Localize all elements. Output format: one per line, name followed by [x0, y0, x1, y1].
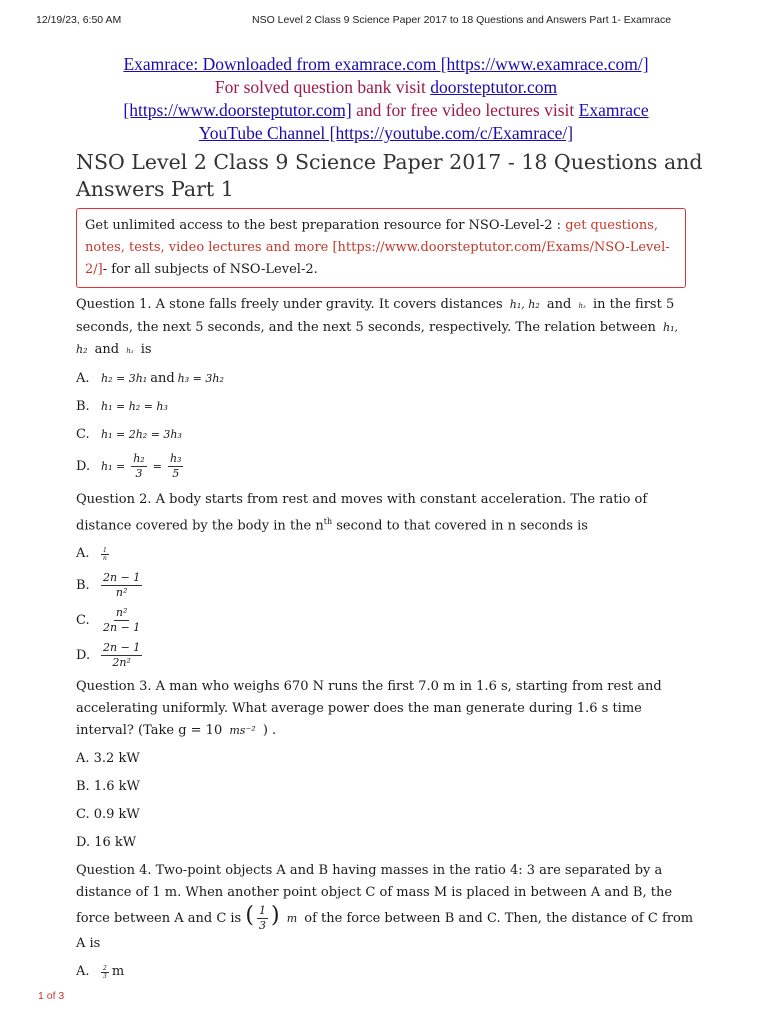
question-content	[76, 294, 696, 989]
examrace-banner	[76, 53, 696, 145]
superscript: th	[323, 517, 333, 526]
option-letter: B.	[76, 577, 90, 593]
fraction-numerator: h₃	[169, 452, 182, 465]
fraction	[101, 641, 142, 670]
question-1	[76, 294, 696, 362]
question-3	[76, 676, 696, 742]
fraction	[101, 571, 142, 600]
option-d	[76, 452, 696, 481]
question-text: Question 3. A man who weighs 670 N runs the first 7.0 m in 1.6 s, starting from rest and accelerating uniformly. What average power does the man generate during 1.6 s time interval? (Take g = 10	[76, 679, 662, 739]
option-c	[76, 424, 696, 446]
question-text: and	[94, 342, 120, 357]
option-d	[76, 641, 696, 670]
fraction-numerator: 1	[103, 546, 107, 554]
option-c: C. 0.9 kW	[76, 807, 140, 823]
access-callout	[76, 208, 686, 288]
fraction	[101, 606, 142, 635]
math-expression: h₁, h₂	[76, 321, 679, 356]
callout-text: - for all subjects of NSO-Level-2.	[102, 262, 318, 277]
fraction-denominator: 3	[135, 467, 143, 480]
fraction-denominator: 2n − 1	[103, 621, 141, 635]
fraction-denominator: 2n²	[112, 656, 131, 670]
question-text: of the force between B and C. Then, the distance of C from A is	[76, 911, 694, 952]
option-a	[76, 368, 696, 390]
fraction	[131, 452, 147, 481]
fraction	[168, 452, 184, 481]
page-counter: 1 of 3	[38, 990, 65, 1002]
option-b: B. 1.6 kW	[76, 779, 140, 795]
fraction-numerator: n²	[115, 606, 128, 620]
fraction-denominator: 3	[258, 919, 266, 933]
math-expression: m	[286, 912, 298, 926]
question-4: Question 4. Two-point objects A and B having masses in the ratio 4: 3 are separated by a distance of 1 m. When another point object C of mass M is placed in between A and B, the force between A and C is ( $\frac{1}{3}$ ) m of the force between B and C. Then, the distance of C from A is	[76, 863, 694, 952]
callout-link[interactable]: get questions, notes, tests, video lectures and more [https://www.doorsteptutor.com/Exams/NSO-Level-2/]	[85, 218, 670, 277]
question-2	[76, 489, 696, 537]
math-expression: h₂ = 3h₁	[101, 372, 148, 385]
option-letter: A.	[76, 546, 90, 562]
question-text: Question 2. A body starts from rest and moves with constant acceleration. The ratio of distance covered by the body in the n	[76, 492, 648, 534]
fraction	[257, 904, 268, 933]
option-text: m	[111, 964, 125, 980]
question-text: is	[140, 342, 152, 357]
banner-text: For solved question bank visit	[214, 77, 431, 97]
question-text: Question 4. Two-point objects A and B having masses in the ratio 4: 3 are separated by a distance of 1 m. When another point object C of mass M is placed in between A and B, the force between A and C is	[76, 863, 673, 927]
fraction-numerator: 2	[103, 964, 107, 972]
fraction	[101, 965, 109, 980]
question-text: ) .	[262, 723, 277, 739]
option-text: and	[150, 371, 175, 386]
option-letter: D.	[76, 647, 91, 663]
math-expression: h₁ = h₂ = h₃	[101, 400, 168, 413]
option-a: A. 3.2 kW	[76, 751, 140, 767]
math-expression: h₁ =	[101, 459, 126, 473]
option-letter: C.	[76, 612, 90, 628]
question-text: second to that covered in n seconds is	[332, 518, 588, 534]
examrace-link[interactable]: Examrace: Downloaded from examrace.com [https://www.examrace.com/]	[123, 54, 649, 74]
option-b	[76, 396, 696, 418]
question-text: in the first 5 seconds, the next 5 seconds, and the next 5 seconds, respectively. The relation between	[76, 297, 675, 335]
doorsteptutor-url-link[interactable]: [https://www.doorsteptutor.com]	[123, 100, 352, 120]
math-expression: h₃	[578, 302, 586, 310]
print-page-title: NSO Level 2 Class 9 Science Paper 2017 to 18 Questions and Answers Part 1- Examrace	[252, 14, 672, 26]
option-a	[76, 961, 696, 983]
math-expression: ms⁻²	[229, 724, 256, 738]
callout-text: Get unlimited access to the best preparation resource for NSO-Level-2 :	[85, 218, 566, 233]
option-d: D. 16 kW	[76, 835, 137, 851]
youtube-channel-link[interactable]: YouTube Channel [https://youtube.com/c/Examrace/]	[198, 123, 574, 143]
fraction-denominator: n²	[115, 586, 128, 600]
option-letter: C.	[76, 427, 90, 442]
fraction	[101, 547, 109, 562]
math-expression: h₁ = 2h₂ = 3h₃	[101, 428, 182, 441]
examrace-youtube-link[interactable]: Examrace	[578, 100, 649, 120]
option-c	[76, 606, 696, 635]
doorsteptutor-link[interactable]: doorsteptutor.com	[430, 77, 558, 97]
option-a	[76, 543, 696, 565]
fraction-denominator: 5	[172, 467, 180, 480]
option-letter: A.	[76, 371, 90, 386]
option-letter: D.	[76, 458, 91, 474]
question-text: and	[546, 297, 572, 312]
math-expression: =	[152, 459, 162, 473]
question-text: Question 1. A stone falls freely under gravity. It covers distances	[76, 297, 503, 312]
option-letter: B.	[76, 399, 90, 414]
option-letter: A.	[76, 964, 90, 980]
page-title: NSO Level 2 Class 9 Science Paper 2017 - 18 Questions and Answers Part 1	[76, 150, 703, 201]
math-expression: h₃	[126, 347, 134, 355]
option-b	[76, 571, 696, 600]
fraction-denominator: 3	[103, 972, 107, 980]
fraction-numerator: 2n − 1	[103, 641, 141, 655]
fraction-numerator: 2n − 1	[103, 571, 141, 585]
fraction-denominator: n	[103, 554, 107, 562]
math-expression: h₃ = 3h₂	[177, 372, 224, 385]
print-datetime: 12/19/23, 6:50 AM	[36, 14, 122, 26]
math-expression: h₁, h₂	[509, 298, 540, 311]
fraction-numerator: h₂	[133, 452, 145, 465]
fraction-numerator: 1	[258, 904, 266, 918]
banner-text: and for free video lectures visit	[351, 100, 579, 120]
